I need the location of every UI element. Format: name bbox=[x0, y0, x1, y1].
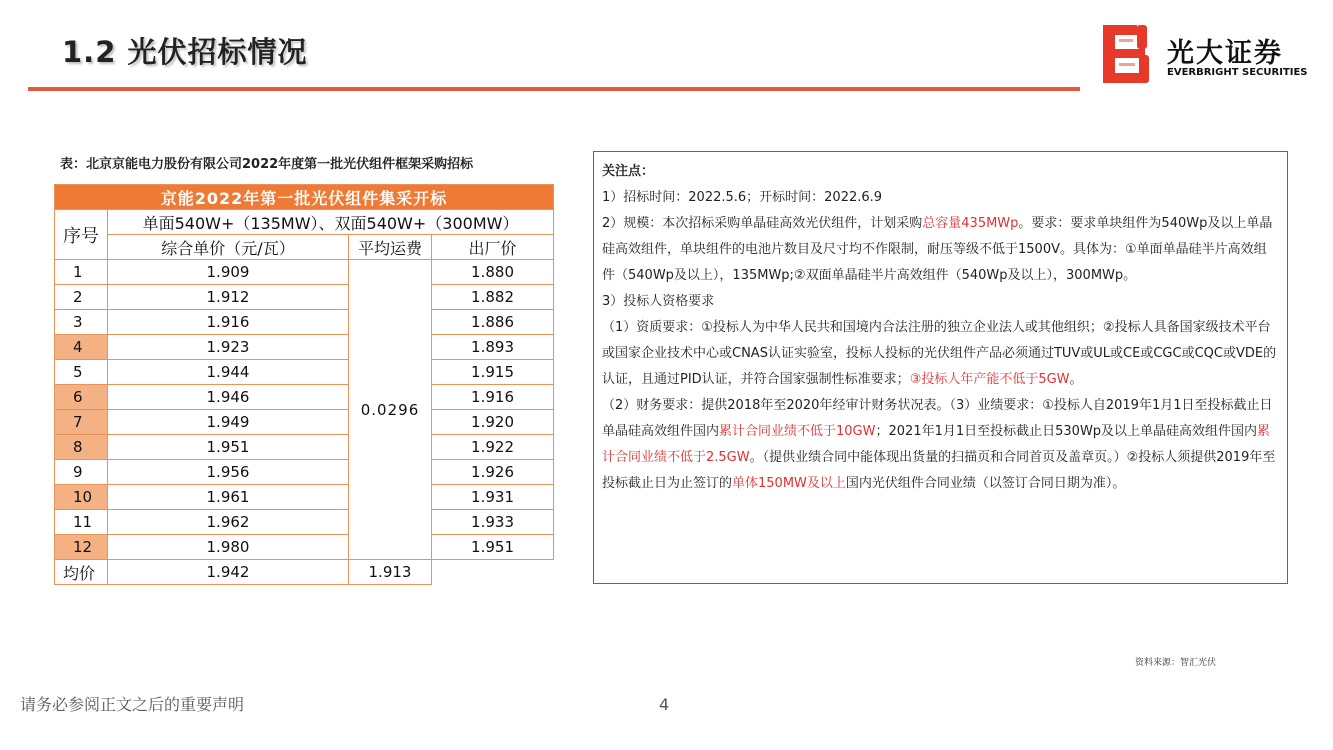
row-factory-price: 1.882 bbox=[432, 285, 554, 310]
note-qualification-title: 3）投标人资格要求 bbox=[602, 294, 715, 309]
table-row bbox=[55, 435, 554, 460]
avg-unit-price: 1.942 bbox=[108, 560, 349, 585]
row-unit-price: 1.961 bbox=[108, 485, 349, 510]
seq-header: 序号 bbox=[55, 210, 108, 260]
row-seq: 7 bbox=[55, 410, 108, 435]
row-factory-price: 1.916 bbox=[432, 385, 554, 410]
row-seq: 10 bbox=[55, 485, 108, 510]
notes-heading: 关注点： bbox=[602, 164, 655, 179]
note-highlight: 累计合同业绩不低于10GW bbox=[719, 424, 876, 439]
row-factory-price: 1.933 bbox=[432, 510, 554, 535]
source-note: 资料来源：智汇光伏 bbox=[1135, 658, 1217, 668]
row-factory-price: 1.886 bbox=[432, 310, 554, 335]
note-scale: 2）规模：本次招标采购单晶硅高效光伏组件，计划采购总容量435MWp。要求：要求单块组件为540Wp及以上单晶硅高效组件，单块组件的电池片数目及尺寸均不作限制，耐压等级不低于1500V。具体为：①单面单晶硅半片高效组件（540Wp及以上），135MWp;②双面单晶硅半片高效组件（540Wp及以上），300MWp。 bbox=[602, 216, 1273, 283]
average-row bbox=[55, 560, 554, 585]
row-seq: 9 bbox=[55, 460, 108, 485]
row-seq: 1 bbox=[55, 260, 108, 285]
row-factory-price: 1.922 bbox=[432, 435, 554, 460]
disclaimer: 请务必参阅正文之后的重要声明 bbox=[20, 695, 245, 714]
note-finance-performance: （2）财务要求：提供2018年至2020年经审计财务状况表。（3）业绩要求：①投标人自2019年1月1日至投标截止日单晶硅高效组件国内累计合同业绩不低于10GW；2021年1月1日至投标截止日530Wp及以上单晶硅高效组件国内累计合同业绩不低于2.5GW。（提供业绩合同中能体现出货量的扫描页和合同首页及盖章页。）②投标人须提供2019年至投标截止日为止签订的单体150MW及以上国内光伏组件合同业绩（以签订合同日期为准）。 bbox=[602, 398, 1276, 491]
page-title: 1.2 光伏招标情况 bbox=[62, 35, 308, 69]
spec-header: 单面540W+（135MW）、双面540W+（300MW） bbox=[108, 210, 554, 235]
table-caption: 表：北京京能电力股份有限公司2022年度第一批光伏组件框架采购招标 bbox=[60, 157, 474, 172]
row-factory-price: 1.915 bbox=[432, 360, 554, 385]
table-banner: 京能2022年第一批光伏组件集采开标 bbox=[55, 185, 554, 210]
row-seq: 3 bbox=[55, 310, 108, 335]
row-seq: 8 bbox=[55, 435, 108, 460]
table-row bbox=[55, 510, 554, 535]
avg-label: 均价 bbox=[55, 560, 108, 585]
row-unit-price: 1.909 bbox=[108, 260, 349, 285]
row-unit-price: 1.916 bbox=[108, 310, 349, 335]
row-unit-price: 1.944 bbox=[108, 360, 349, 385]
factory-price-header: 出厂价 bbox=[432, 235, 554, 260]
logo-english-name: EVERBRIGHT SECURITIES bbox=[1167, 67, 1308, 78]
row-unit-price: 1.923 bbox=[108, 335, 349, 360]
row-seq: 12 bbox=[55, 535, 108, 560]
row-unit-price: 1.956 bbox=[108, 460, 349, 485]
row-unit-price: 1.946 bbox=[108, 385, 349, 410]
note-highlight: 单体150MW及以上 bbox=[732, 476, 846, 491]
row-factory-price: 1.931 bbox=[432, 485, 554, 510]
key-points-box bbox=[593, 151, 1288, 584]
row-factory-price: 1.920 bbox=[432, 410, 554, 435]
row-seq: 11 bbox=[55, 510, 108, 535]
row-seq: 6 bbox=[55, 385, 108, 410]
row-factory-price: 1.893 bbox=[432, 335, 554, 360]
table-row bbox=[55, 285, 554, 310]
note-highlight: 累计合同业绩不低于2.5GW bbox=[602, 424, 1271, 465]
table-row bbox=[55, 310, 554, 335]
page-number: 4 bbox=[659, 695, 670, 714]
row-seq: 4 bbox=[55, 335, 108, 360]
row-unit-price: 1.980 bbox=[108, 535, 349, 560]
row-unit-price: 1.962 bbox=[108, 510, 349, 535]
freight-header: 平均运费 bbox=[349, 235, 432, 260]
table-row bbox=[55, 535, 554, 560]
note-bid-dates: 1）招标时间：2022.5.6；开标时间：2022.6.9 bbox=[602, 190, 883, 205]
table-row bbox=[55, 260, 554, 285]
title-divider bbox=[28, 87, 1080, 91]
row-unit-price: 1.949 bbox=[108, 410, 349, 435]
table-row bbox=[55, 385, 554, 410]
row-unit-price: 1.912 bbox=[108, 285, 349, 310]
row-factory-price: 1.880 bbox=[432, 260, 554, 285]
unit-price-header: 综合单价（元/瓦） bbox=[108, 235, 349, 260]
freight-value: 0.0296 bbox=[349, 260, 432, 560]
table-row bbox=[55, 410, 554, 435]
company-logo bbox=[1103, 25, 1318, 85]
row-seq: 5 bbox=[55, 360, 108, 385]
avg-factory-price: 1.913 bbox=[349, 560, 432, 585]
table-row bbox=[55, 485, 554, 510]
note-qualification: （1）资质要求：①投标人为中华人民共和国境内合法注册的独立企业法人或其他组织；②投标人具备国家级技术平台或国家企业技术中心或CNAS认证实验室，投标人投标的光伏组件产品必须通过TUV或UL或CE或CGC或CQC或VDE的认证，且通过PID认证，并符合国家强制性标准要求；③投标人年产能不低于5GW。 bbox=[602, 320, 1277, 387]
note-highlight: 总容量435MWp bbox=[922, 216, 1019, 231]
bid-price-table bbox=[54, 184, 554, 585]
table-row bbox=[55, 335, 554, 360]
row-factory-price: 1.951 bbox=[432, 535, 554, 560]
table-row bbox=[55, 360, 554, 385]
note-highlight: ③投标人年产能不低于5GW bbox=[909, 372, 1070, 387]
row-seq: 2 bbox=[55, 285, 108, 310]
row-unit-price: 1.951 bbox=[108, 435, 349, 460]
row-factory-price: 1.926 bbox=[432, 460, 554, 485]
logo-chinese-name: 光大证券 bbox=[1167, 38, 1283, 69]
table-row bbox=[55, 460, 554, 485]
everbright-logo-icon bbox=[1103, 25, 1149, 83]
